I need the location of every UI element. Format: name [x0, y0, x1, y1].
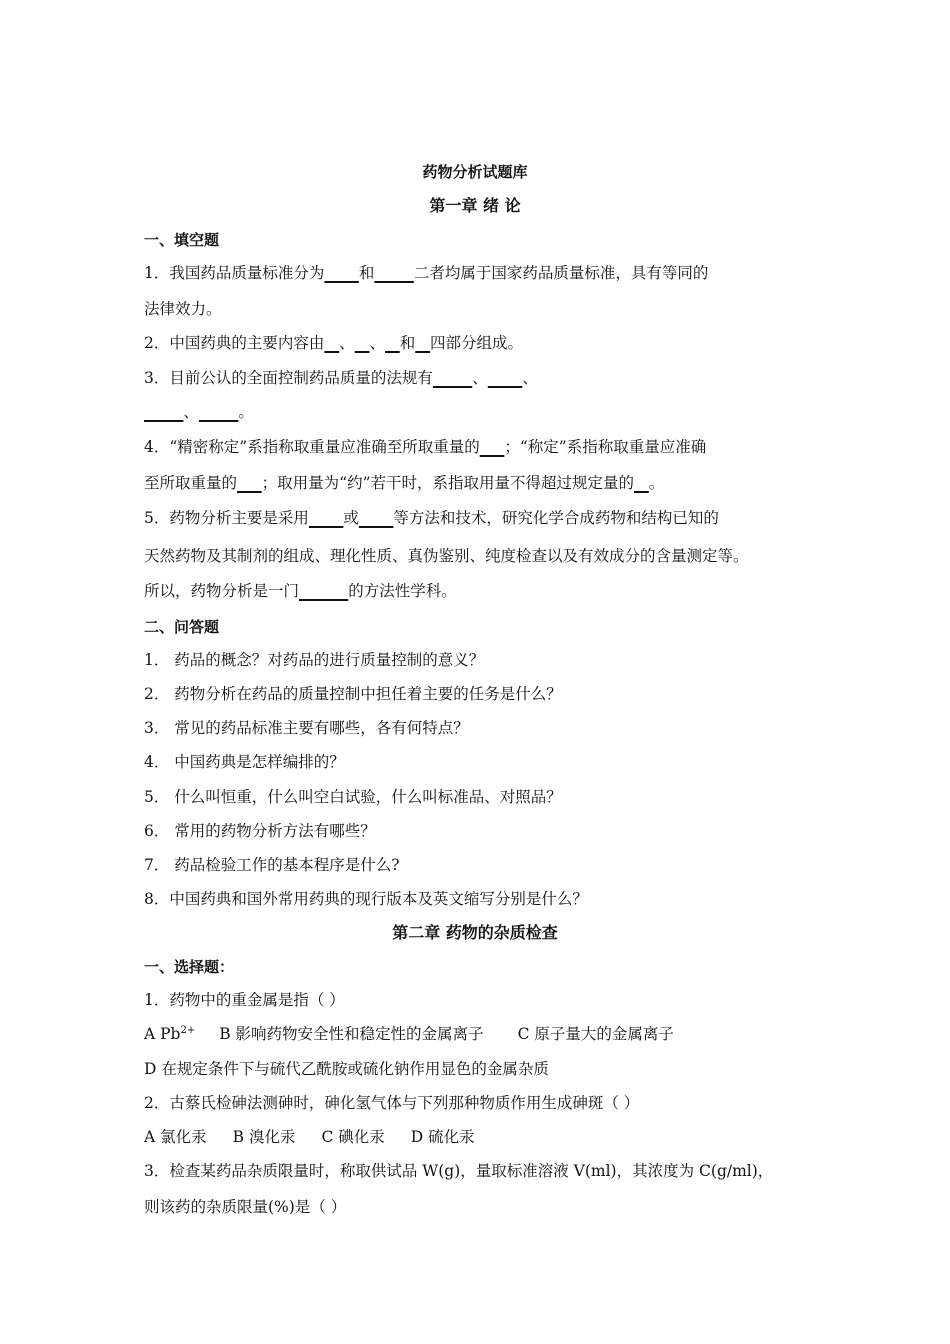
answer-blank — [488, 369, 523, 387]
answer-blank — [385, 334, 400, 352]
option-c: C 碘化汞 — [321, 1128, 385, 1146]
option-b: B 影响药物安全性和稳定性的金属离子 — [219, 1025, 484, 1043]
choice-question-3-cont: 则该药的杂质限量(%)是（ ） — [144, 1198, 347, 1216]
answer-blank — [199, 403, 238, 421]
option-d: D 硫化汞 — [410, 1128, 475, 1146]
qa-question: 5． 什么叫恒重，什么叫空白试验，什么叫标准品、对照品？ — [144, 788, 562, 806]
answer-blank — [324, 264, 359, 282]
qa-question: 7． 药品检验工作的基本程序是什么? — [144, 856, 400, 874]
answer-blank — [237, 474, 262, 492]
answer-blank — [299, 582, 348, 600]
choice-question-3: 3．检查某药品杂质限量时，称取供试品 W(g)，量取标准溶液 V(ml)，其浓度为 C(g/ml)， — [144, 1162, 774, 1180]
fill-question-4-cont: 至所取重量的 ；取用量为“约”若干时，系指取用量不得超过规定量的 。 — [144, 474, 665, 492]
chapter-2-title: 第二章 药物的杂质检查 — [392, 923, 558, 942]
answer-blank — [309, 509, 344, 527]
fill-question-4: 4．“精密称定”系指称取重量应准确至所取重量的 ；“称定”系指称取重量应准确 — [144, 438, 707, 456]
answer-blank — [355, 334, 370, 352]
section-qa-title: 二、问答题 — [144, 618, 220, 636]
section-choice-title: 一、选择题： — [144, 958, 235, 976]
option-a: A 氯化汞 — [144, 1128, 207, 1146]
answer-blank — [144, 403, 183, 421]
section-fill-in-title: 一、填空题 — [144, 231, 220, 249]
fill-question-3: 3．目前公认的全面控制药品质量的法规有 、 、 — [144, 369, 538, 387]
qa-question: 4． 中国药典是怎样编排的？ — [144, 753, 345, 771]
document-title: 药物分析试题库 — [422, 163, 528, 181]
fill-question-3-cont: 、 。 — [144, 401, 810, 423]
qa-question: 8．中国药典和国外常用药典的现行版本及英文缩写分别是什么？ — [144, 890, 588, 908]
answer-blank — [359, 509, 394, 527]
fill-question-1-cont: 法律效力。 — [144, 300, 222, 318]
qa-question: 6． 常用的药物分析方法有哪些？ — [144, 822, 376, 840]
fill-question-5-cont2: 所以，药物分析是一门 的方法性学科。 — [144, 582, 457, 600]
answer-blank — [634, 474, 649, 492]
choice-question-2: 2．古蔡氏检砷法测砷时，砷化氢气体与下列那种物质作用生成砷斑（ ） — [144, 1094, 640, 1112]
qa-question: 1． 药品的概念？对药品的进行质量控制的意义？ — [144, 651, 485, 669]
fill-question-5: 5．药物分析主要是采用 或 等方法和技术，研究化学合成药物和结构已知的 — [144, 509, 719, 527]
answer-blank — [415, 334, 430, 352]
qa-question: 2． 药物分析在药品的质量控制中担任着主要的任务是什么？ — [144, 685, 562, 703]
chapter-1-title: 第一章 绪 论 — [429, 196, 521, 215]
fill-question-2: 2．中国药典的主要内容由 、 、 和 四部分组成。 — [144, 334, 524, 352]
answer-blank — [324, 334, 339, 352]
answer-blank — [374, 264, 413, 282]
option-d: D 在规定条件下与硫代乙酰胺或硫化钠作用显色的金属杂质 — [144, 1060, 549, 1078]
choice-question-1-options — [144, 1023, 810, 1045]
option-b: B 溴化汞 — [232, 1128, 296, 1146]
qa-question: 3． 常见的药品标准主要有哪些，各有何特点？ — [144, 719, 469, 737]
answer-blank — [480, 438, 505, 456]
option-c: C 原子量大的金属离子 — [517, 1025, 674, 1043]
answer-blank — [433, 369, 472, 387]
choice-question-2-options — [144, 1126, 810, 1148]
fill-question-5-cont: 天然药物及其制剂的组成、理化性质、真伪鉴别、纯度检查以及有效成分的含量测定等。 — [144, 547, 749, 565]
option-a: A $Pb^{2+}$ — [144, 1025, 196, 1043]
choice-question-1: 1．药物中的重金属是指（ ） — [144, 991, 345, 1009]
fill-question-1: 1．我国药品质量标准分为 和 二者均属于国家药品质量标准，具有等同的 — [144, 264, 709, 282]
